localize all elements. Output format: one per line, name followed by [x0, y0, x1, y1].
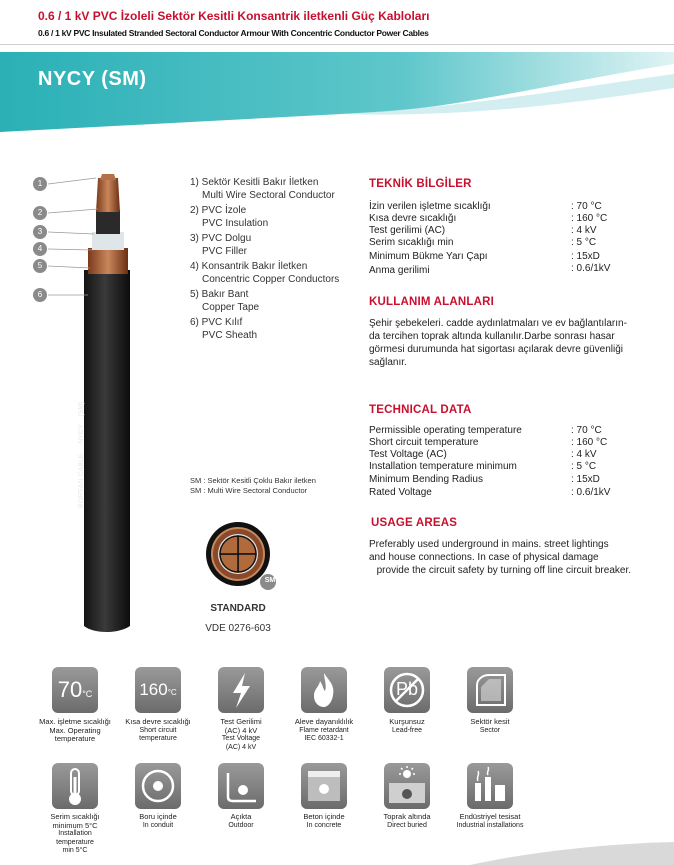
callout-5: 5	[33, 259, 47, 273]
thermometer-70-icon: 70°C	[52, 667, 98, 713]
part-5-tr: 5) Bakır Bant	[190, 289, 249, 300]
teknik-row-value: : 4 kV	[571, 225, 597, 236]
buried-icon	[384, 763, 430, 809]
part-6-en: PVC Sheath	[202, 330, 258, 341]
icon-caption-conduit: Boru içinde In conduit	[139, 812, 177, 829]
title-english: 0.6 / 1 kV PVC Insulated Stranded Sectoral Conductor Armour With Concentric Conductor Power Cables	[38, 28, 429, 38]
technical-row-label: Installation temperature minimum	[369, 461, 517, 472]
icon-caption-sector: Sektör kesit Sector	[470, 717, 510, 734]
icon-caption-lead-free: Kurşunsuz Lead-free	[389, 717, 425, 734]
part-1-tr: 1) Sektör Kesitli Bakır İletken	[190, 177, 319, 188]
teknik-row-label: Minimum Bükme Yarı Çapı	[369, 251, 488, 262]
callout-4: 4	[33, 242, 47, 256]
technical-row-label: Rated Voltage	[369, 487, 432, 498]
part-4-en: Concentric Copper Conductors	[202, 274, 340, 285]
cable-print-brand: BORSAN CABLE	[78, 453, 85, 508]
teknik-row-value: : 5 °C	[571, 237, 597, 248]
teknik-row-label: Kısa devre sıcaklığı	[369, 213, 457, 224]
industrial-icon	[467, 763, 513, 809]
icon-caption-industrial: Endüstriyel tesisat Industrial installations	[456, 812, 524, 829]
callout-6: 6	[33, 288, 47, 302]
icon-caption-concrete: Beton içinde In concrete	[303, 812, 345, 829]
part-3-en: PVC Filler	[202, 246, 248, 257]
thermometer-icon	[52, 763, 98, 809]
technical-row-value: : 4 kV	[571, 449, 597, 460]
sm-note-tr: SM : Sektör Kesitli Çoklu Bakır iletken	[190, 476, 316, 485]
icon-caption-outdoor: Açıkta Outdoor	[228, 812, 254, 829]
part-1-en: Multi Wire Sectoral Conductor	[202, 190, 335, 201]
conduit-icon	[135, 763, 181, 809]
icon-caption-max-temp: Max. işletme sıcaklığı Max. Operating temperature	[39, 717, 111, 743]
usage-text: Preferably used underground in mains. street lightings and house connections. In case of physical damage provide the circuit safety by turning off line circuit breaker.	[369, 539, 631, 576]
callout-1: 1	[33, 177, 47, 191]
technical-row-label: Test Voltage (AC)	[369, 449, 447, 460]
kullanim-heading: KULLANIM ALANLARI	[369, 296, 494, 308]
technical-table	[369, 425, 649, 505]
part-6-tr: 6) PVC Kılıf	[190, 317, 243, 328]
icon-caption-buried: Toprak altında Direct buried	[383, 812, 431, 829]
callout-lines	[30, 176, 110, 306]
sm-badge: SM	[264, 577, 276, 584]
usage-heading: USAGE AREAS	[371, 517, 458, 529]
short-circuit-160-icon: 160°C	[135, 667, 181, 713]
sm-note-en: SM : Multi Wire Sectoral Conductor	[190, 486, 308, 495]
product-banner	[0, 52, 674, 132]
teknik-row-value: : 160 °C	[571, 213, 608, 224]
part-2-tr: 2) PVC İzole	[190, 205, 247, 216]
technical-row-value: : 160 °C	[571, 437, 608, 448]
technical-row-value: : 5 °C	[571, 461, 597, 472]
icon-caption-short-circuit: Kısa devre sıcaklığı Short circuit temperature	[125, 717, 191, 742]
cable-print-model: NYCY	[78, 424, 85, 444]
kullanim-text: Şehir şebekeleri. cadde aydınlatmaları ve ev bağlantıların- da tercihen toprak altında kullanılır.Darbe sonrası hasar görmesi durumunda hat sigortası açılarak devre güvenliği sağlanır.	[369, 318, 627, 368]
teknik-row-label: Serim sıcaklığı min	[369, 237, 454, 248]
parts-list	[190, 176, 339, 342]
technical-row-label: Permissible operating temperature	[369, 425, 522, 436]
product-title: NYCY (SM)	[38, 68, 147, 90]
icon-caption-test-voltage: Test Gerilimi (AC) 4 kV Test Voltage (AC) 4 kV	[220, 717, 262, 751]
teknik-row-label: Anma gerilimi	[369, 265, 430, 276]
technical-heading: TECHNICAL DATA	[369, 404, 472, 416]
teknik-row-value: : 15xD	[571, 251, 600, 262]
teknik-table	[369, 201, 649, 281]
cable-print-type: (SM)	[78, 401, 85, 417]
outdoor-icon	[218, 763, 264, 809]
part-3-tr: 3) PVC Dolgu	[190, 233, 252, 244]
teknik-row-value: : 70 °C	[571, 201, 602, 212]
part-5-en: Copper Tape	[202, 302, 260, 313]
lead-free-icon: Pb	[384, 667, 430, 713]
footer-decoration	[470, 838, 674, 865]
part-2-en: PVC Insulation	[202, 218, 269, 229]
lightning-icon	[218, 667, 264, 713]
technical-row-label: Minimum Bending Radius	[369, 474, 483, 485]
technical-row-label: Short circuit temperature	[369, 437, 479, 448]
teknik-row-label: İzin verilen işletme sıcaklığı	[369, 201, 491, 212]
teknik-row-value: : 0.6/1kV	[571, 263, 611, 274]
standard-value: VDE 0276-603	[205, 623, 271, 634]
flame-icon	[301, 667, 347, 713]
technical-row-value: : 70 °C	[571, 425, 602, 436]
standard-label: STANDARD	[210, 603, 266, 614]
technical-row-value: : 0.6/1kV	[571, 487, 611, 498]
icon-caption-flame: Aleve dayanıklılık Flame retardant IEC 60332-1	[294, 717, 354, 742]
header-divider	[0, 44, 674, 45]
concrete-icon	[301, 763, 347, 809]
teknik-row-label: Test gerilimi (AC)	[369, 225, 446, 236]
teknik-heading: TEKNİK BİLGİLER	[369, 178, 472, 190]
callout-2: 2	[33, 206, 47, 220]
technical-row-value: : 15xD	[571, 474, 600, 485]
part-4-tr: 4) Konsantrik Bakır İletken	[190, 261, 308, 272]
callout-3: 3	[33, 225, 47, 239]
icon-caption-install-temp: Serim sıcaklığı minimum 5°C Installation temperature min 5°C	[50, 812, 100, 854]
sector-icon	[467, 667, 513, 713]
title-turkish: 0.6 / 1 kV PVC İzoleli Sektör Kesitli Konsantrik iletkenli Güç Kabloları	[38, 9, 430, 23]
